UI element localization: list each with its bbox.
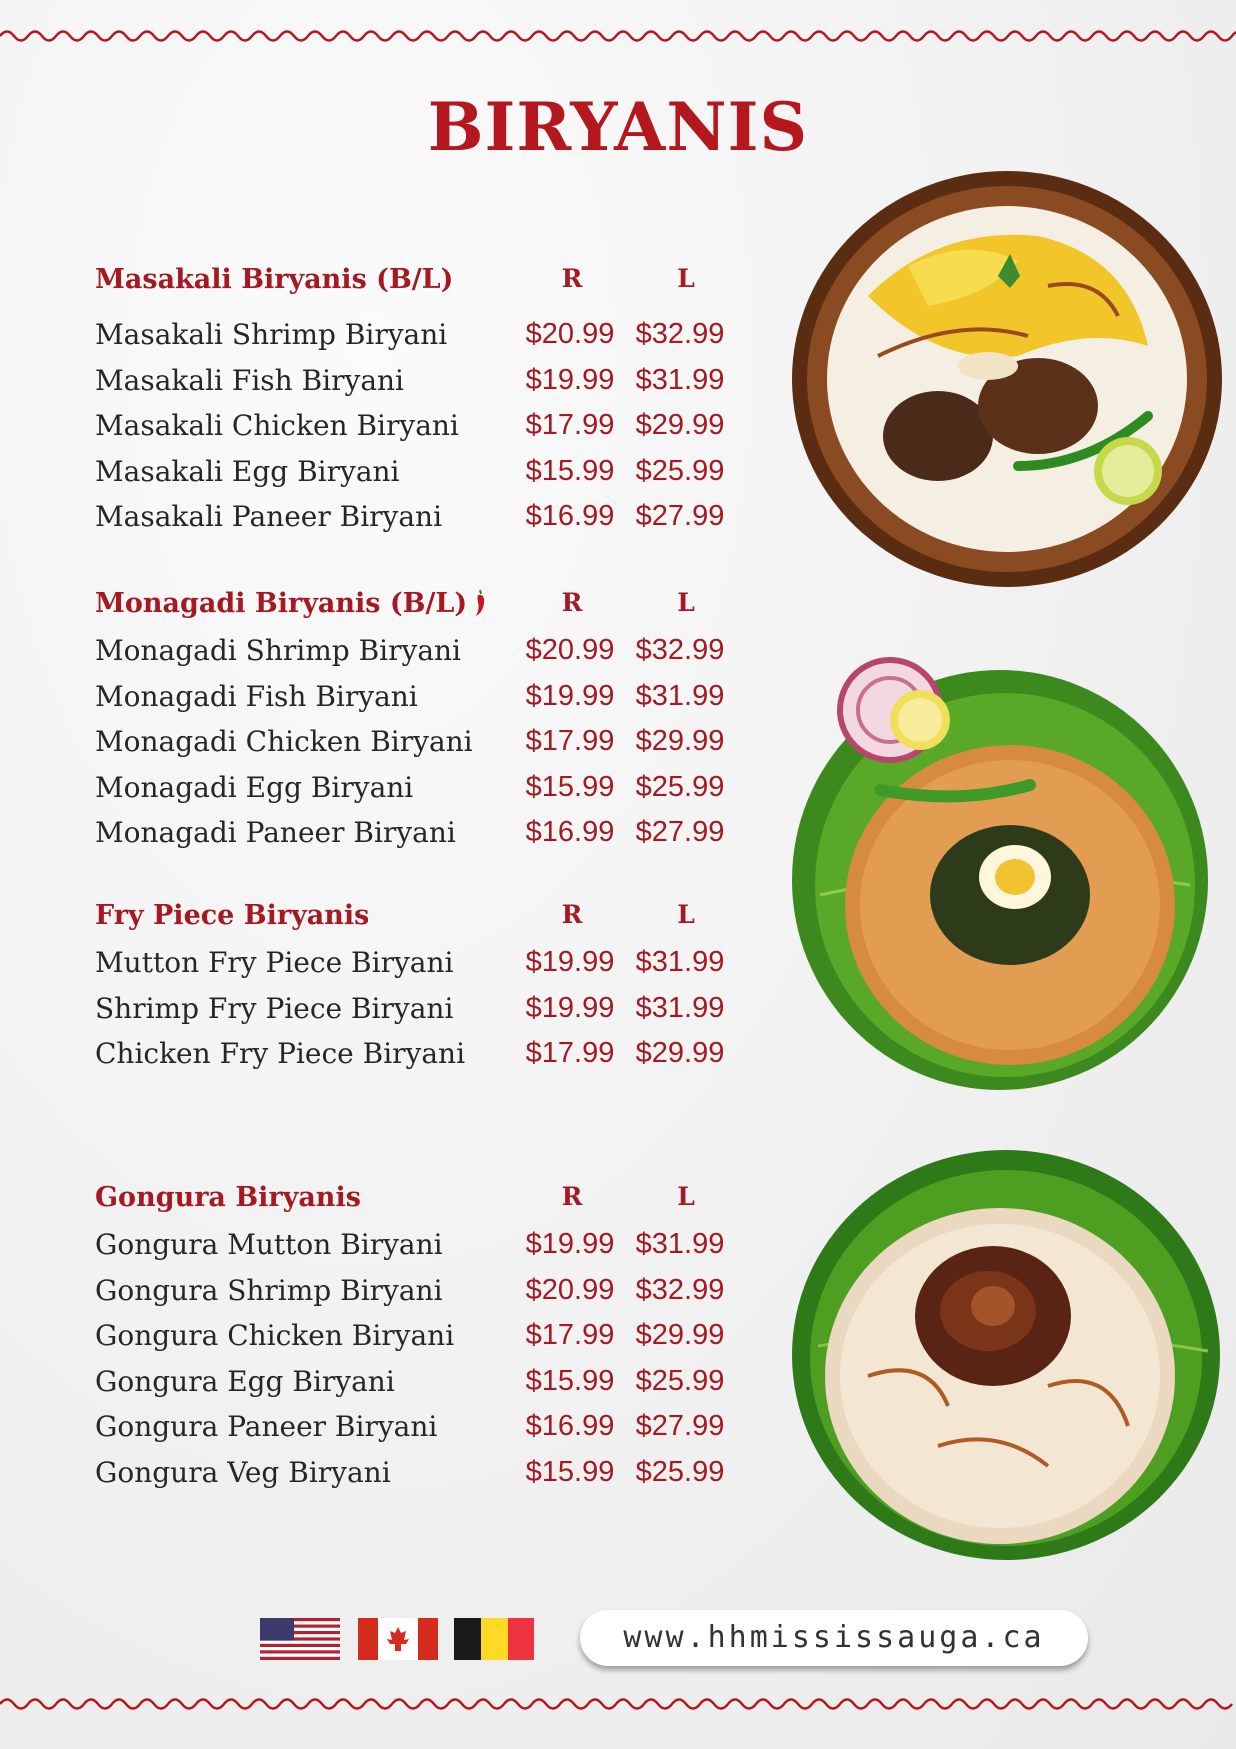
item-name: Monagadi Paneer Biryani: [95, 816, 456, 849]
section-monagadi: [95, 588, 755, 862]
price-regular: $15.99: [525, 454, 615, 487]
menu-item: [95, 771, 755, 817]
item-name: Monagadi Chicken Biryani: [95, 725, 473, 758]
belgium-flag-icon: [454, 1618, 534, 1660]
canada-flag-icon: [358, 1618, 438, 1660]
price-regular: $19.99: [525, 679, 615, 712]
item-name: Gongura Chicken Biryani: [95, 1319, 455, 1352]
price-large: $31.99: [635, 946, 725, 978]
price-large: $29.99: [635, 1319, 725, 1351]
price-regular: $17.99: [525, 1037, 615, 1069]
price-regular: $19.99: [525, 1228, 615, 1260]
section-title: Monagadi Biryanis (B/L): [95, 588, 468, 619]
price-regular: $15.99: [525, 770, 615, 803]
usa-flag-icon: [260, 1618, 340, 1660]
item-name: Gongura Paneer Biryani: [95, 1410, 438, 1443]
column-header-large: L: [677, 264, 695, 293]
menu-item: [95, 1365, 755, 1411]
price-large: $27.99: [635, 500, 725, 532]
price-regular: $16.99: [525, 500, 615, 532]
section-title: Fry Piece Biryanis: [95, 900, 370, 931]
menu-item: [95, 1456, 755, 1502]
page-title: BIRYANIS: [427, 88, 809, 166]
item-name: Monagadi Shrimp Biryani: [95, 634, 461, 667]
chili-pepper-icon: [473, 588, 487, 618]
price-large: $29.99: [635, 725, 725, 757]
menu-item: [95, 1228, 755, 1274]
price-large: $32.99: [635, 634, 725, 666]
price-large: $25.99: [635, 1364, 725, 1397]
menu-item: [95, 816, 755, 862]
price-large: $31.99: [635, 991, 725, 1024]
price-large: $27.99: [635, 816, 725, 848]
column-header-regular: R: [561, 264, 583, 293]
item-name: Masakali Egg Biryani: [95, 454, 400, 488]
price-large: $32.99: [635, 1273, 725, 1306]
item-name: Mutton Fry Piece Biryani: [95, 946, 454, 979]
top-wave-border: [0, 22, 1236, 46]
menu-item: [95, 1274, 755, 1320]
price-regular: $17.99: [525, 725, 615, 757]
column-header-regular: R: [561, 1182, 583, 1211]
price-large: $25.99: [635, 770, 725, 803]
price-large: $31.99: [635, 679, 725, 712]
price-large: $29.99: [635, 409, 725, 441]
bottom-wave-border: [0, 1694, 1236, 1718]
price-regular: $20.99: [525, 634, 615, 666]
item-name: Chicken Fry Piece Biryani: [95, 1037, 466, 1070]
menu-item: [95, 455, 755, 501]
menu-item: [95, 992, 755, 1038]
menu-item: [95, 725, 755, 771]
column-header-large: L: [677, 588, 695, 617]
menu-item: [95, 1037, 755, 1083]
price-large: $25.99: [635, 1455, 725, 1488]
price-large: $29.99: [635, 1037, 725, 1069]
price-regular: $17.99: [525, 409, 615, 441]
item-name: Masakali Chicken Biryani: [95, 409, 459, 442]
price-large: $27.99: [635, 1410, 725, 1442]
item-name: Masakali Paneer Biryani: [95, 500, 443, 533]
section-title: Masakali Biryanis (B/L): [95, 264, 454, 295]
price-large: $31.99: [635, 1228, 725, 1260]
menu-item: [95, 1410, 755, 1456]
website-link[interactable]: www.hhmississauga.ca: [580, 1610, 1088, 1666]
masakali-biryani-bowl-photo: [788, 166, 1226, 592]
menu-item: [95, 409, 755, 455]
column-header-large: L: [677, 900, 695, 929]
price-regular: $20.99: [525, 1273, 615, 1306]
menu-item: [95, 634, 755, 680]
price-regular: $19.99: [525, 991, 615, 1024]
menu-item: [95, 500, 755, 546]
price-large: $31.99: [635, 363, 725, 396]
price-regular: $16.99: [525, 1410, 615, 1442]
price-regular: $16.99: [525, 816, 615, 848]
section-title-wrap: [95, 588, 487, 619]
menu-item: [95, 364, 755, 410]
item-name: Gongura Shrimp Biryani: [95, 1273, 443, 1307]
section-masakali: [95, 264, 755, 546]
column-header-large: L: [677, 1182, 695, 1211]
menu-item: [95, 680, 755, 726]
column-header-regular: R: [561, 900, 583, 929]
price-large: $25.99: [635, 454, 725, 487]
column-header-regular: R: [561, 588, 583, 617]
item-name: Gongura Egg Biryani: [95, 1364, 395, 1398]
menu-item: [95, 318, 755, 364]
section-fry-piece: [95, 900, 755, 1083]
price-regular: $19.99: [525, 946, 615, 978]
item-name: Gongura Mutton Biryani: [95, 1228, 443, 1261]
price-regular: $17.99: [525, 1319, 615, 1351]
item-name: Gongura Veg Biryani: [95, 1455, 391, 1489]
item-name: Shrimp Fry Piece Biryani: [95, 991, 454, 1025]
price-regular: $20.99: [525, 318, 615, 350]
price-regular: $19.99: [525, 363, 615, 396]
price-regular: $15.99: [525, 1364, 615, 1397]
gongura-biryani-leaf-photo: [788, 1146, 1224, 1564]
item-name: Masakali Shrimp Biryani: [95, 318, 448, 351]
item-name: Monagadi Egg Biryani: [95, 770, 414, 804]
menu-item: [95, 1319, 755, 1365]
item-name: Masakali Fish Biryani: [95, 363, 404, 397]
item-name: Monagadi Fish Biryani: [95, 679, 418, 713]
menu-item: [95, 946, 755, 992]
price-large: $32.99: [635, 318, 725, 350]
section-title: Gongura Biryanis: [95, 1182, 361, 1213]
monagadi-biryani-leaf-photo: [780, 655, 1210, 1100]
price-regular: $15.99: [525, 1455, 615, 1488]
section-gongura: [95, 1182, 755, 1501]
